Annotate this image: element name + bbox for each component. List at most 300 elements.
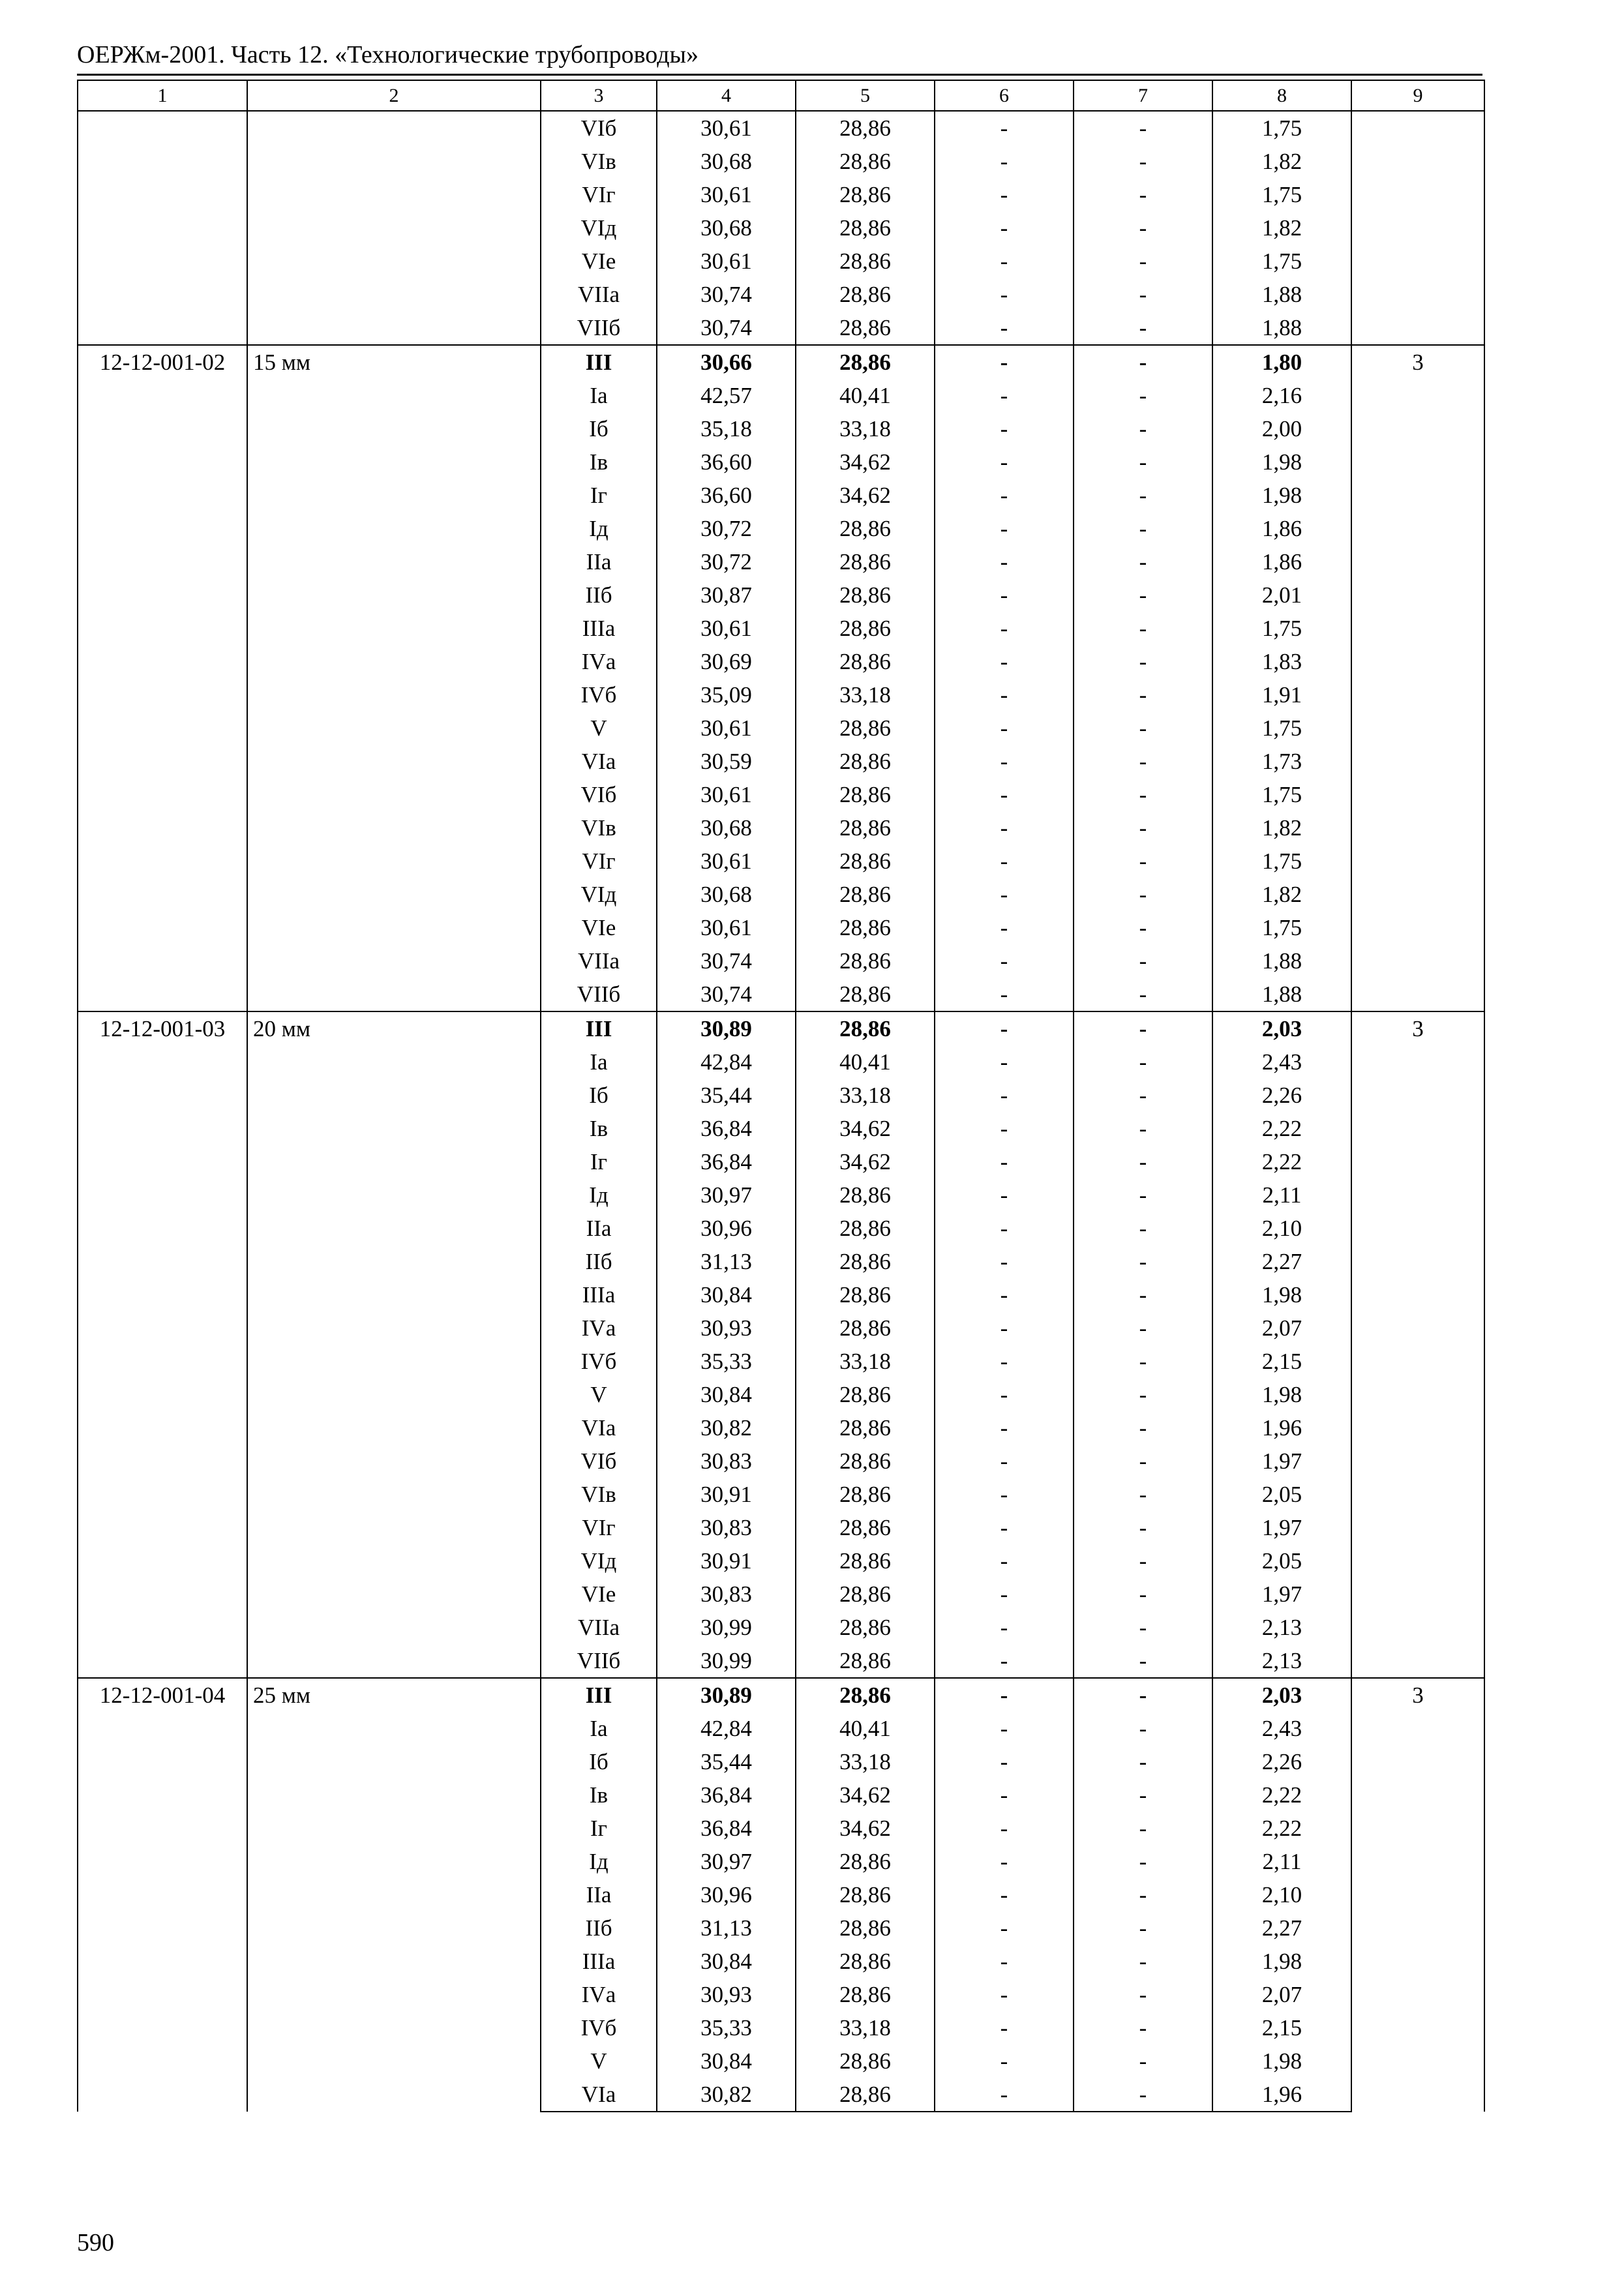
table-cell-col6: -: [935, 778, 1074, 811]
table-cell-col6: -: [935, 145, 1074, 178]
table-cell-col5: 28,86: [796, 111, 935, 145]
table-cell-col6: -: [935, 845, 1074, 878]
table-cell-col6: -: [935, 311, 1074, 345]
table-cell-col6: -: [935, 1311, 1074, 1345]
table-cell-col5: 34,62: [796, 1112, 935, 1145]
table-cell-col4: 30,83: [657, 1511, 796, 1544]
table-cell-col5: 28,86: [796, 1544, 935, 1578]
table-cell-col7: -: [1074, 711, 1212, 745]
table-cell-col7: -: [1074, 412, 1212, 445]
table-cell-col8: 2,10: [1212, 1878, 1351, 1911]
table-cell-col6: -: [935, 278, 1074, 311]
table-cell-col5: 34,62: [796, 1812, 935, 1845]
table-cell-col6: -: [935, 578, 1074, 612]
table-cell-col7: -: [1074, 1845, 1212, 1878]
table-cell-col7: -: [1074, 1644, 1212, 1678]
table-cell-col7: -: [1074, 1544, 1212, 1578]
table-cell-col6: -: [935, 178, 1074, 211]
table-cell-col7: -: [1074, 911, 1212, 944]
table-cell-col8: 1,97: [1212, 1444, 1351, 1478]
table-cell-col3: IIа: [541, 1878, 657, 1911]
table-cell-col8: 2,10: [1212, 1212, 1351, 1245]
table-cell-col7: -: [1074, 845, 1212, 878]
table-cell-col3: Iд: [541, 512, 657, 545]
column-header: 8: [1212, 80, 1351, 111]
table-cell-col8: 2,03: [1212, 1011, 1351, 1045]
table-cell-col3: Iд: [541, 1845, 657, 1878]
table-cell-col7: -: [1074, 111, 1212, 145]
table-cell-col8: 2,05: [1212, 1544, 1351, 1578]
table-cell-col4: 30,84: [657, 1378, 796, 1411]
table-cell-col5: 34,62: [796, 445, 935, 479]
table-cell-col8: 1,96: [1212, 2078, 1351, 2112]
table-cell-col5: 28,86: [796, 645, 935, 678]
table-cell-col3: VIе: [541, 245, 657, 278]
table-cell-col5: 28,86: [796, 1378, 935, 1411]
table-cell-col4: 30,61: [657, 845, 796, 878]
table-cell-col4: 30,89: [657, 1011, 796, 1045]
table-cell-col5: 34,62: [796, 1145, 935, 1178]
table-cell-col8: 1,96: [1212, 1411, 1351, 1444]
table-cell-col6: -: [935, 245, 1074, 278]
table-cell-col8: 1,75: [1212, 845, 1351, 878]
table-cell-col8: 2,43: [1212, 1045, 1351, 1079]
table-cell-col8: 2,15: [1212, 2011, 1351, 2044]
table-cell-col5: 28,86: [796, 1011, 935, 1045]
table-cell-col8: 2,05: [1212, 1478, 1351, 1511]
table-cell-col5: 28,86: [796, 1245, 935, 1278]
table-cell-col6: -: [935, 1511, 1074, 1544]
table-cell-col8: 1,98: [1212, 1378, 1351, 1411]
table-cell-col7: -: [1074, 978, 1212, 1011]
table-cell-col8: 1,88: [1212, 278, 1351, 311]
table-cell-col4: 42,57: [657, 379, 796, 412]
table-cell-col7: -: [1074, 1079, 1212, 1112]
table-cell-col3: IVа: [541, 645, 657, 678]
table-cell-col3: V: [541, 2044, 657, 2078]
rate-code-cell: 12-12-001-03: [78, 1011, 247, 1678]
table-cell-col3: IVб: [541, 678, 657, 711]
rates-table: [77, 80, 1485, 2112]
table-cell-col5: 28,86: [796, 1478, 935, 1511]
table-cell-col4: 30,91: [657, 1478, 796, 1511]
table-cell-col5: 28,86: [796, 1278, 935, 1311]
table-cell-col7: -: [1074, 1444, 1212, 1478]
table-cell-col5: 33,18: [796, 1345, 935, 1378]
table-cell-col4: 35,44: [657, 1745, 796, 1778]
table-cell-col7: -: [1074, 311, 1212, 345]
column-header: 2: [247, 80, 541, 111]
table-cell-col8: 2,27: [1212, 1245, 1351, 1278]
table-cell-col5: 28,86: [796, 845, 935, 878]
table-cell-col4: 36,84: [657, 1778, 796, 1812]
table-cell-col6: -: [935, 1178, 1074, 1212]
table-cell-col3: VIIб: [541, 311, 657, 345]
table-cell-col4: 30,82: [657, 1411, 796, 1444]
table-cell-col7: -: [1074, 1812, 1212, 1845]
table-cell-col8: 1,75: [1212, 778, 1351, 811]
table-cell-col7: -: [1074, 2011, 1212, 2044]
table-cell-col3: IVб: [541, 2011, 657, 2044]
table-cell-col8: 2,22: [1212, 1778, 1351, 1812]
table-cell-col7: -: [1074, 578, 1212, 612]
table-cell-col6: -: [935, 1145, 1074, 1178]
table-cell-col5: 40,41: [796, 379, 935, 412]
table-cell-col3: Iг: [541, 1812, 657, 1845]
table-cell-col4: 30,74: [657, 278, 796, 311]
table-cell-col3: VIе: [541, 911, 657, 944]
table-cell-col3: VIIа: [541, 944, 657, 978]
table-cell-col6: -: [935, 1778, 1074, 1812]
table-cell-col4: 30,59: [657, 745, 796, 778]
table-cell-col3: IVа: [541, 1311, 657, 1345]
table-cell-col8: 1,75: [1212, 911, 1351, 944]
table-cell-col4: 30,84: [657, 2044, 796, 2078]
table-cell-col6: -: [935, 1278, 1074, 1311]
rate-name-cell: [247, 111, 541, 345]
table-cell-col4: 36,84: [657, 1812, 796, 1845]
table-cell-col8: 2,15: [1212, 1345, 1351, 1378]
table-cell-col6: -: [935, 545, 1074, 578]
table-cell-col4: 30,68: [657, 211, 796, 245]
table-cell-col4: 30,74: [657, 944, 796, 978]
table-cell-col3: VIб: [541, 778, 657, 811]
table-cell-col7: -: [1074, 1478, 1212, 1511]
table-cell-col7: -: [1074, 778, 1212, 811]
table-cell-col7: -: [1074, 345, 1212, 379]
table-cell-col7: -: [1074, 1778, 1212, 1812]
table-cell-col8: 1,98: [1212, 445, 1351, 479]
table-cell-col4: 30,61: [657, 778, 796, 811]
table-cell-col8: 1,97: [1212, 1578, 1351, 1611]
table-cell-col3: Iа: [541, 1045, 657, 1079]
rate-code-cell: [78, 111, 247, 345]
rate-name-cell: 15 мм: [247, 345, 541, 1011]
table-row: [78, 1678, 1484, 1712]
table-cell-col5: 34,62: [796, 479, 935, 512]
table-cell-col7: -: [1074, 678, 1212, 711]
table-cell-col3: VIд: [541, 1544, 657, 1578]
table-cell-col4: 36,84: [657, 1112, 796, 1145]
table-cell-col3: VIд: [541, 211, 657, 245]
table-cell-col7: -: [1074, 745, 1212, 778]
table-cell-col6: -: [935, 445, 1074, 479]
table-cell-col3: IIб: [541, 578, 657, 612]
table-cell-col6: -: [935, 1945, 1074, 1978]
table-cell-col5: 33,18: [796, 1745, 935, 1778]
table-cell-col5: 28,86: [796, 811, 935, 845]
table-cell-col3: Iв: [541, 1778, 657, 1812]
table-cell-col3: Iв: [541, 1112, 657, 1145]
table-cell-col5: 28,86: [796, 1644, 935, 1678]
table-cell-col7: -: [1074, 1178, 1212, 1212]
table-cell-col8: 1,82: [1212, 878, 1351, 911]
table-cell-col6: -: [935, 1112, 1074, 1145]
table-cell-col6: -: [935, 1411, 1074, 1444]
table-cell-col8: 1,82: [1212, 211, 1351, 245]
table-cell-col3: III: [541, 1678, 657, 1712]
table-cell-col4: 35,44: [657, 1079, 796, 1112]
table-cell-col3: Iг: [541, 1145, 657, 1178]
table-cell-col3: V: [541, 1378, 657, 1411]
table-cell-col8: 1,80: [1212, 345, 1351, 379]
table-cell-col6: -: [935, 412, 1074, 445]
table-cell-col7: -: [1074, 211, 1212, 245]
table-cell-col6: -: [935, 479, 1074, 512]
table-cell-col3: IIIа: [541, 612, 657, 645]
table-cell-col4: 30,96: [657, 1878, 796, 1911]
table-cell-col5: 28,86: [796, 345, 935, 379]
table-cell-col4: 30,72: [657, 545, 796, 578]
table-cell-col8: 2,43: [1212, 1712, 1351, 1745]
table-cell-col8: 2,16: [1212, 379, 1351, 412]
table-cell-col8: 1,86: [1212, 512, 1351, 545]
table-cell-col4: 30,83: [657, 1578, 796, 1611]
table-cell-col6: -: [935, 1678, 1074, 1712]
table-cell-col5: 28,86: [796, 1411, 935, 1444]
table-cell-col8: 1,88: [1212, 978, 1351, 1011]
table-cell-col4: 36,84: [657, 1145, 796, 1178]
table-cell-col8: 1,82: [1212, 811, 1351, 845]
table-cell-col3: VIв: [541, 1478, 657, 1511]
table-cell-col3: VIIа: [541, 1611, 657, 1644]
table-cell-col6: -: [935, 944, 1074, 978]
table-cell-col6: -: [935, 1444, 1074, 1478]
table-cell-col4: 30,68: [657, 878, 796, 911]
table-cell-col5: 28,86: [796, 578, 935, 612]
table-cell-col3: VIIб: [541, 1644, 657, 1678]
table-cell-col7: -: [1074, 2078, 1212, 2112]
table-cell-col5: 33,18: [796, 1079, 935, 1112]
table-cell-col7: -: [1074, 1145, 1212, 1178]
table-cell-col7: -: [1074, 1878, 1212, 1911]
table-cell-col7: -: [1074, 278, 1212, 311]
table-cell-col4: 42,84: [657, 1712, 796, 1745]
table-cell-col3: VIд: [541, 878, 657, 911]
rate-unit-cell: 3: [1351, 345, 1484, 1011]
table-cell-col3: Iа: [541, 379, 657, 412]
table-cell-col4: 30,68: [657, 811, 796, 845]
table-cell-col5: 28,86: [796, 1311, 935, 1345]
table-cell-col6: -: [935, 1011, 1074, 1045]
table-body: [78, 111, 1484, 2112]
table-cell-col5: 40,41: [796, 1045, 935, 1079]
column-header: 1: [78, 80, 247, 111]
table-cell-col4: 36,60: [657, 445, 796, 479]
table-cell-col6: -: [935, 1578, 1074, 1611]
rate-unit-cell: 3: [1351, 1678, 1484, 2112]
table-cell-col6: -: [935, 211, 1074, 245]
table-cell-col5: 28,86: [796, 745, 935, 778]
table-cell-col5: 28,86: [796, 178, 935, 211]
table-cell-col5: 28,86: [796, 878, 935, 911]
table-cell-col5: 28,86: [796, 1911, 935, 1945]
table-cell-col7: -: [1074, 1712, 1212, 1745]
table-cell-col4: 30,61: [657, 178, 796, 211]
table-cell-col7: -: [1074, 2044, 1212, 2078]
table-cell-col7: -: [1074, 1378, 1212, 1411]
rate-name-cell: 25 мм: [247, 1678, 541, 2112]
table-cell-col3: Iб: [541, 1745, 657, 1778]
table-cell-col3: VIв: [541, 145, 657, 178]
table-cell-col4: 42,84: [657, 1045, 796, 1079]
table-cell-col5: 28,86: [796, 1845, 935, 1878]
table-cell-col3: III: [541, 345, 657, 379]
table-cell-col7: -: [1074, 545, 1212, 578]
table-cell-col8: 1,88: [1212, 311, 1351, 345]
header-rule: [77, 74, 1482, 76]
table-cell-col5: 28,86: [796, 278, 935, 311]
rate-code-cell: 12-12-001-02: [78, 345, 247, 1011]
table-cell-col6: -: [935, 1812, 1074, 1845]
table-cell-col3: Iб: [541, 412, 657, 445]
table-cell-col7: -: [1074, 1945, 1212, 1978]
table-cell-col8: 1,91: [1212, 678, 1351, 711]
table-cell-col7: -: [1074, 645, 1212, 678]
table-cell-col7: -: [1074, 245, 1212, 278]
table-cell-col4: 30,93: [657, 1978, 796, 2011]
table-cell-col8: 2,03: [1212, 1678, 1351, 1712]
table-cell-col8: 1,73: [1212, 745, 1351, 778]
table-cell-col3: VIIа: [541, 278, 657, 311]
table-cell-col4: 30,61: [657, 911, 796, 944]
table-cell-col8: 1,98: [1212, 1278, 1351, 1311]
table-cell-col3: Iг: [541, 479, 657, 512]
table-cell-col5: 28,86: [796, 711, 935, 745]
table-cell-col7: -: [1074, 944, 1212, 978]
table-cell-col8: 2,13: [1212, 1611, 1351, 1644]
table-cell-col7: -: [1074, 1511, 1212, 1544]
table-cell-col6: -: [935, 1079, 1074, 1112]
table-cell-col5: 28,86: [796, 1578, 935, 1611]
table-cell-col8: 2,22: [1212, 1812, 1351, 1845]
table-cell-col8: 2,22: [1212, 1145, 1351, 1178]
table-cell-col5: 28,86: [796, 944, 935, 978]
table-cell-col5: 28,86: [796, 1178, 935, 1212]
table-cell-col6: -: [935, 878, 1074, 911]
table-cell-col6: -: [935, 1978, 1074, 2011]
table-cell-col7: -: [1074, 612, 1212, 645]
table-cell-col5: 28,86: [796, 1444, 935, 1478]
table-cell-col8: 2,00: [1212, 412, 1351, 445]
table-cell-col8: 2,27: [1212, 1911, 1351, 1945]
table-cell-col7: -: [1074, 1011, 1212, 1045]
table-cell-col4: 31,13: [657, 1911, 796, 1945]
table-cell-col5: 28,86: [796, 1212, 935, 1245]
table-cell-col3: VIа: [541, 2078, 657, 2112]
table-cell-col5: 33,18: [796, 412, 935, 445]
table-cell-col4: 30,91: [657, 1544, 796, 1578]
table-cell-col5: 40,41: [796, 1712, 935, 1745]
table-cell-col7: -: [1074, 878, 1212, 911]
table-cell-col5: 28,86: [796, 145, 935, 178]
table-cell-col6: -: [935, 678, 1074, 711]
table-cell-col4: 30,93: [657, 1311, 796, 1345]
table-cell-col6: -: [935, 379, 1074, 412]
table-cell-col6: -: [935, 512, 1074, 545]
table-cell-col8: 2,07: [1212, 1311, 1351, 1345]
table-cell-col8: 1,86: [1212, 545, 1351, 578]
table-cell-col6: -: [935, 2011, 1074, 2044]
table-cell-col3: IVа: [541, 1978, 657, 2011]
table-cell-col6: -: [935, 1045, 1074, 1079]
table-cell-col7: -: [1074, 1411, 1212, 1444]
table-cell-col8: 1,75: [1212, 245, 1351, 278]
table-cell-col3: VIб: [541, 1444, 657, 1478]
table-cell-col4: 30,84: [657, 1278, 796, 1311]
table-cell-col4: 30,69: [657, 645, 796, 678]
table-cell-col7: -: [1074, 1311, 1212, 1345]
table-cell-col4: 30,61: [657, 245, 796, 278]
table-cell-col7: -: [1074, 512, 1212, 545]
table-cell-col8: 1,83: [1212, 645, 1351, 678]
column-header: 7: [1074, 80, 1212, 111]
table-cell-col4: 30,87: [657, 578, 796, 612]
table-cell-col6: -: [935, 811, 1074, 845]
table-cell-col4: 30,99: [657, 1644, 796, 1678]
column-header: 9: [1351, 80, 1484, 111]
table-cell-col6: -: [935, 345, 1074, 379]
table-cell-col4: 30,68: [657, 145, 796, 178]
table-cell-col8: 1,75: [1212, 178, 1351, 211]
table-cell-col5: 28,86: [796, 911, 935, 944]
table-cell-col3: IIIа: [541, 1945, 657, 1978]
table-cell-col8: 2,13: [1212, 1644, 1351, 1678]
table-cell-col6: -: [935, 1878, 1074, 1911]
table-cell-col6: -: [935, 2044, 1074, 2078]
table-cell-col4: 30,74: [657, 311, 796, 345]
table-cell-col6: -: [935, 711, 1074, 745]
table-cell-col8: 1,82: [1212, 145, 1351, 178]
page-header: ОЕРЖм-2001. Часть 12. «Технологические трубопроводы»: [77, 41, 699, 68]
table-cell-col7: -: [1074, 1611, 1212, 1644]
table-row: [78, 111, 1484, 145]
table-cell-col7: -: [1074, 1112, 1212, 1145]
table-cell-col4: 30,66: [657, 345, 796, 379]
table-cell-col5: 33,18: [796, 678, 935, 711]
table-cell-col6: -: [935, 978, 1074, 1011]
table-cell-col8: 1,98: [1212, 2044, 1351, 2078]
table-cell-col4: 35,09: [657, 678, 796, 711]
table-cell-col3: IIа: [541, 1212, 657, 1245]
table-cell-col3: IIб: [541, 1245, 657, 1278]
table-cell-col5: 28,86: [796, 2044, 935, 2078]
table-cell-col4: 30,89: [657, 1678, 796, 1712]
table-cell-col3: VIа: [541, 745, 657, 778]
table-cell-col8: 2,11: [1212, 1845, 1351, 1878]
table-cell-col7: -: [1074, 1245, 1212, 1278]
table-cell-col5: 28,86: [796, 245, 935, 278]
column-header: 4: [657, 80, 796, 111]
table-cell-col6: -: [935, 1345, 1074, 1378]
table-cell-col6: -: [935, 2078, 1074, 2112]
table-cell-col7: -: [1074, 811, 1212, 845]
table-cell-col7: -: [1074, 1278, 1212, 1311]
table-cell-col3: VIв: [541, 811, 657, 845]
table-cell-col4: 30,72: [657, 512, 796, 545]
table-cell-col7: -: [1074, 178, 1212, 211]
table-cell-col7: -: [1074, 445, 1212, 479]
table-cell-col7: -: [1074, 1678, 1212, 1712]
table-cell-col6: -: [935, 1544, 1074, 1578]
table-cell-col3: VIб: [541, 111, 657, 145]
table-cell-col7: -: [1074, 1345, 1212, 1378]
table-cell-col5: 28,86: [796, 612, 935, 645]
table-cell-col6: -: [935, 1245, 1074, 1278]
table-cell-col4: 35,33: [657, 2011, 796, 2044]
table-cell-col8: 2,22: [1212, 1112, 1351, 1145]
table-cell-col3: Iд: [541, 1178, 657, 1212]
